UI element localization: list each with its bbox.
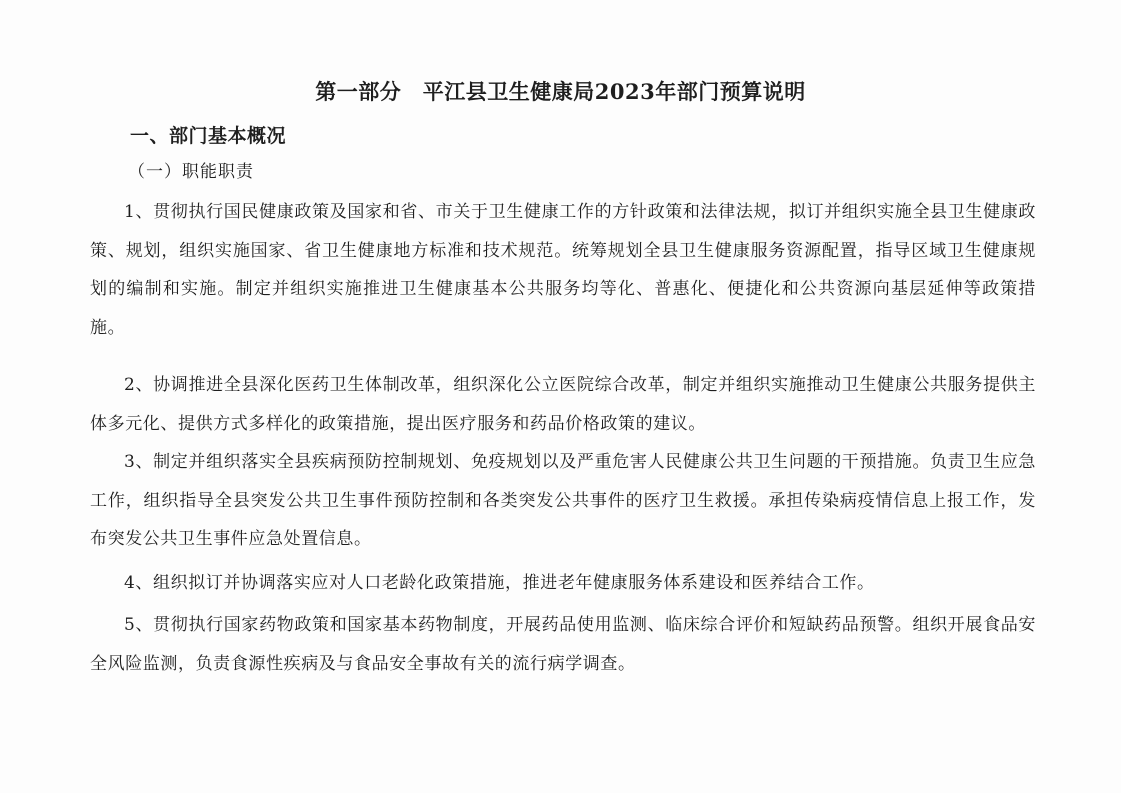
- paragraph-1: 1、贯彻执行国民健康政策及国家和省、市关于卫生健康工作的方针政策和法律法规，拟订并组织实施全县卫生健康政策、规划，组织实施国家、省卫生健康地方标准和技术规范。统筹规划全县卫生健康服务资源配置，指导区域卫生健康规划的编制和实施。制定并组织实施推进卫生健康基本公共服务均等化、普惠化、便捷化和公共资源向基层延伸等政策措施。: [90, 202, 1036, 338]
- paragraph-5: 5、贯彻执行国家药物政策和国家基本药物制度，开展药品使用监测、临床综合评价和短缺药品预警。组织开展食品安全风险监测，负责食源性疾病及与食品安全事故有关的流行病学调查。: [90, 615, 1036, 674]
- paragraph-2: 2、协调推进全县深化医药卫生体制改革，组织深化公立医院综合改革，制定并组织实施推动卫生健康公共服务提供主体多元化、提供方式多样化的政策措施，提出医疗服务和药品价格政策的建议。: [90, 375, 1036, 434]
- document-title: 第一部分 平江县卫生健康局2023年部门预算说明: [315, 79, 806, 104]
- sub-heading: （一）职能职责: [128, 162, 254, 182]
- paragraph-4: 4、组织拟订并协调落实应对人口老龄化政策措施，推进老年健康服务体系建设和医养结合工作。: [124, 573, 875, 593]
- section-heading: 一、部门基本概况: [130, 125, 287, 147]
- paragraph-3: 3、制定并组织落实全县疾病预防控制规划、免疫规划以及严重危害人民健康公共卫生问题的干预措施。负责卫生应急工作，组织指导全县突发公共卫生事件预防控制和各类突发公共事件的医疗卫生救援。承担传染病疫情信息上报工作，发布突发公共卫生事件应急处置信息。: [90, 452, 1036, 549]
